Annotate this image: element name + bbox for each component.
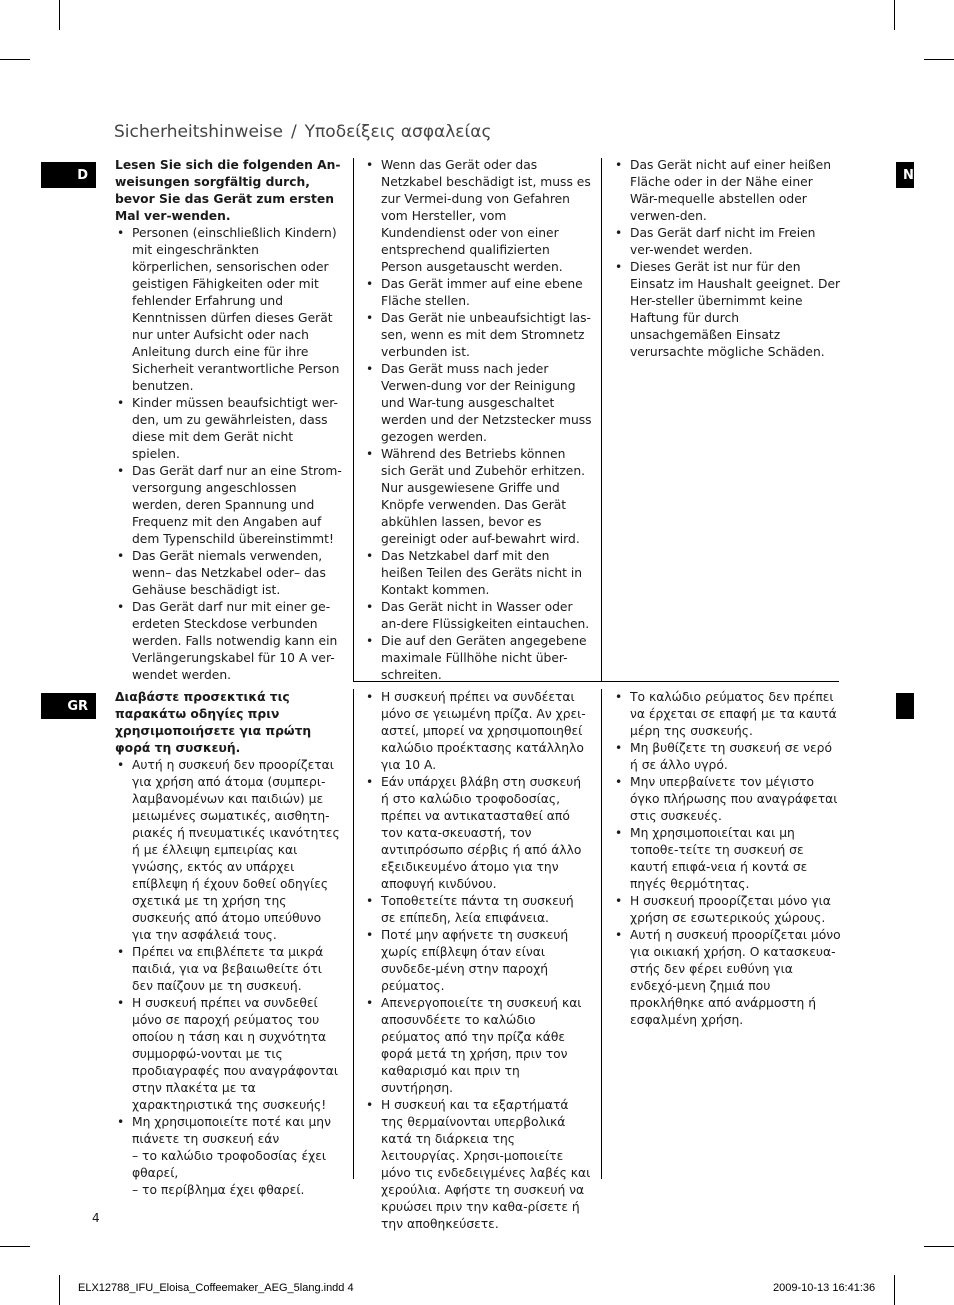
list-item: • Das Gerät nicht auf einer heißen Fläche oder in der Nähe einer Wär-mequelle abstellen oder verwen-den. <box>613 157 841 225</box>
crop-mark <box>924 1246 954 1247</box>
sub-item: – το καλώδιο τροφοδοσίας έχει φθαρεί, <box>132 1149 327 1180</box>
title-greek: Υποδείξεις ασφαλείας <box>304 122 492 142</box>
crop-mark <box>924 59 954 60</box>
list-item: • Das Netzkabel darf mit den heißen Teilen des Geräts nicht in Kontakt kommen. <box>364 548 592 599</box>
list-item: • Αυτή η συσκευή δεν προορίζεται για χρήση από άτομα (συμπερι-λαμβανομένων και παιδιών) με μειωμένες σωματικές, αισθητη-ριακές ή πνευματικές ικανότητες ή με έλλειψη εμπειρίας και γνώσης, εκτός αν υπάρχει επίβλεψη ή έχουν δοθεί οδηγίες σχετικά με τη χρήση της συσκευής από άτομο υπεύθυνο για την ασφάλειά τους. <box>115 757 343 944</box>
title-separator: / <box>290 122 297 142</box>
list-item: • Das Gerät niemals verwenden, wenn– das Netzkabel oder– das Gehäuse beschädigt ist. <box>115 548 343 599</box>
german-list-2 <box>364 157 592 684</box>
column-divider <box>601 689 602 1179</box>
column-divider <box>353 689 354 1179</box>
page-title <box>114 122 491 142</box>
list-item: • Das Gerät immer auf eine ebene Fläche stellen. <box>364 276 592 310</box>
column-divider <box>353 158 354 681</box>
greek-list-2 <box>364 689 592 1233</box>
list-item <box>115 1114 343 1199</box>
list-item: • Das Gerät muss nach jeder Verwen-dung vor der Reinigung und War-tung ausgeschaltet werden und der Netzstecker muss gezogen werden. <box>364 361 592 446</box>
list-item: • Personen (einschließlich Kindern) mit eingeschränkten körperlichen, sensorischen oder geistigen Fähigkeiten oder mit fehlender Erfahrung und Kenntnissen dürfen dieses Gerät nur unter Aufsicht oder nach Anleitung durch eine für ihre Sicherheit verantwortliche Person benutzen. <box>115 225 343 395</box>
german-column-1 <box>115 157 343 684</box>
crop-mark <box>0 1246 30 1247</box>
greek-intro: Διαβάστε προσεκτικά τις παρακάτω οδηγίες πριν χρησιμοποιήσετε για πρώτη φορά τη συσκευή. <box>115 690 312 755</box>
list-item: • Während des Betriebs können sich Gerät und Zubehör erhitzen. Nur ausgewiesene Griffe und Knöpfe verwenden. Das Gerät abkühlen lassen, bevor es gereinigt oder auf-bewahrt wird. <box>364 446 592 548</box>
crop-mark <box>894 1275 895 1305</box>
list-item: • Αυτή η συσκευή προορίζεται μόνο για οικιακή χρήση. Ο κατασκευα-στής δεν φέρει ευθύνη για ενδεχό-μενη ζημιά που προκλήθηκε από ανάρμοστη ή εσφαλμένη χρήση. <box>613 927 841 1029</box>
list-item: • Ποτέ μην αφήνετε τη συσκευή χωρίς επίβλεψη όταν είναι συνδεδε-μένη στην παροχή ρεύματος. <box>364 927 592 995</box>
page-number: 4 <box>92 1211 100 1225</box>
german-intro: Lesen Sie sich die folgenden An-weisungen sorgfältig durch, bevor Sie das Gerät zum ersten Mal ver-wenden. <box>115 158 341 223</box>
greek-list-3 <box>613 689 841 1029</box>
crop-mark <box>0 59 30 60</box>
list-item: • Απενεργοποιείτε τη συσκευή και αποσυνδέετε το καλώδιο ρεύματος από την πρίζα κάθε φορά μετά τη χρήση, πριν τον καθαρισμό και πριν τη συντήρηση. <box>364 995 592 1097</box>
greek-column-2 <box>364 689 592 1233</box>
language-tab-next-gr <box>896 693 914 719</box>
greek-list-1 <box>115 757 343 1199</box>
list-item: • Εάν υπάρχει βλάβη στη συσκευή ή στο καλώδιο τροφοδοσίας, πρέπει να αντικατασταθεί από τον κατα-σκευαστή, τον αντιπρόσωπο σέρβις ή από άλλο εξειδικευμένο άτομο για την αποφυγή κινδύνου. <box>364 774 592 893</box>
greek-column-3 <box>613 689 841 1029</box>
list-item: • Kinder müssen beaufsichtigt wer-den, um zu gewährleisten, dass diese mit dem Gerät nicht spielen. <box>115 395 343 463</box>
language-tab-de: D <box>41 162 96 188</box>
file-timestamp: 2009-10-13 16:41:36 <box>773 1282 876 1294</box>
german-list-1 <box>115 225 343 684</box>
title-german: Sicherheitshinweise <box>114 122 283 142</box>
list-item-text: Μη χρησιμοποιείτε ποτέ και μην πιάνετε τη συσκευή εάν <box>132 1115 331 1146</box>
list-item: • Das Gerät darf nur mit einer ge-erdeten Steckdose verbunden werden. Falls notwendig kann ein Verlängerungskabel für 10 A ver-wendet werden. <box>115 599 343 684</box>
list-item: • Το καλώδιο ρεύματος δεν πρέπει να έρχεται σε επαφή με τα καυτά μέρη της συσκευής. <box>613 689 841 740</box>
language-tab-next: N <box>896 162 914 188</box>
list-item: • Das Gerät darf nur an eine Strom-versorgung angeschlossen werden, deren Spannung und Frequenz mit den Angaben auf dem Typenschild übereinstimmt! <box>115 463 343 548</box>
list-item: • Das Gerät darf nicht im Freien ver-wendet werden. <box>613 225 841 259</box>
list-item: • Das Gerät nie unbeaufsichtigt las-sen, wenn es mit dem Stromnetz verbunden ist. <box>364 310 592 361</box>
list-item: • Μη χρησιμοποιείται και μη τοποθε-τείτε τη συσκευή σε καυτή επιφά-νεια ή κοντά σε πηγές θερμότητας. <box>613 825 841 893</box>
column-divider <box>601 158 602 681</box>
list-item: • Das Gerät nicht in Wasser oder an-dere Flüssigkeiten eintauchen. <box>364 599 592 633</box>
language-tab-gr: GR <box>41 693 96 719</box>
sub-item: – το περίβλημα έχει φθαρεί. <box>132 1183 305 1197</box>
crop-mark <box>894 0 895 30</box>
list-item: • Η συσκευή και τα εξαρτήματά της θερμαίνονται υπερβολικά κατά τη διάρκεια της λειτουργίας. Χρησι-μοποιείτε μόνο τις ενδεδειγμένες λαβές και χερούλια. Αφήστε τη συσκευή να κρυώσει πριν την καθα-ρίσετε ή την αποθηκεύσετε. <box>364 1097 592 1233</box>
crop-mark <box>59 1275 60 1305</box>
greek-column-1 <box>115 689 343 1199</box>
crop-mark <box>59 0 60 30</box>
list-item: • Η συσκευή προορίζεται μόνο για χρήση σε εσωτερικούς χώρους. <box>613 893 841 927</box>
file-slug: ELX12788_IFU_Eloisa_Coffeemaker_AEG_5lang.indd 4 <box>78 1282 354 1294</box>
list-item: • Μην υπερβαίνετε τον μέγιστο όγκο πλήρωσης που αναγράφεται στις συσκευές. <box>613 774 841 825</box>
list-item: • Τοποθετείτε πάντα τη συσκευή σε επίπεδη, λεία επιφάνεια. <box>364 893 592 927</box>
german-column-3 <box>613 157 841 361</box>
german-list-3 <box>613 157 841 361</box>
german-column-2 <box>364 157 592 684</box>
list-item: • Die auf den Geräten angegebene maximale Füllhöhe nicht über-schreiten. <box>364 633 592 684</box>
list-item: • Μη βυθίζετε τη συσκευή σε νερό ή σε άλλο υγρό. <box>613 740 841 774</box>
list-item: • Η συσκευή πρέπει να συνδέεται μόνο σε γειωμένη πρίζα. Αν χρει-αστεί, μπορεί να χρησιμοποιηθεί καλώδιο προέκτασης κατάλληλο για 10 A. <box>364 689 592 774</box>
list-item: • Πρέπει να επιβλέπετε τα μικρά παιδιά, για να βεβαιωθείτε ότι δεν παίζουν με τη συσκευή. <box>115 944 343 995</box>
list-item: • Wenn das Gerät oder das Netzkabel beschädigt ist, muss es zur Vermei-dung von Gefahren vom Hersteller, vom Kundendienst oder von einer entsprechend qualifizierten Person ausgetauscht werden. <box>364 157 592 276</box>
list-item: • Dieses Gerät ist nur für den Einsatz im Haushalt geeignet. Der Her-steller übernimmt keine Haftung für durch unsachgemäßen Einsatz verursachte mögliche Schäden. <box>613 259 841 361</box>
list-item: • Η συσκευή πρέπει να συνδεθεί μόνο σε παροχή ρεύματος του οποίου η τάση και η συχνότητα συμμορφώ-νονται με τις προδιαγραφές που αναγράφονται στην πλακέτα με τα χαρακτηριστικά της συσκευής! <box>115 995 343 1114</box>
